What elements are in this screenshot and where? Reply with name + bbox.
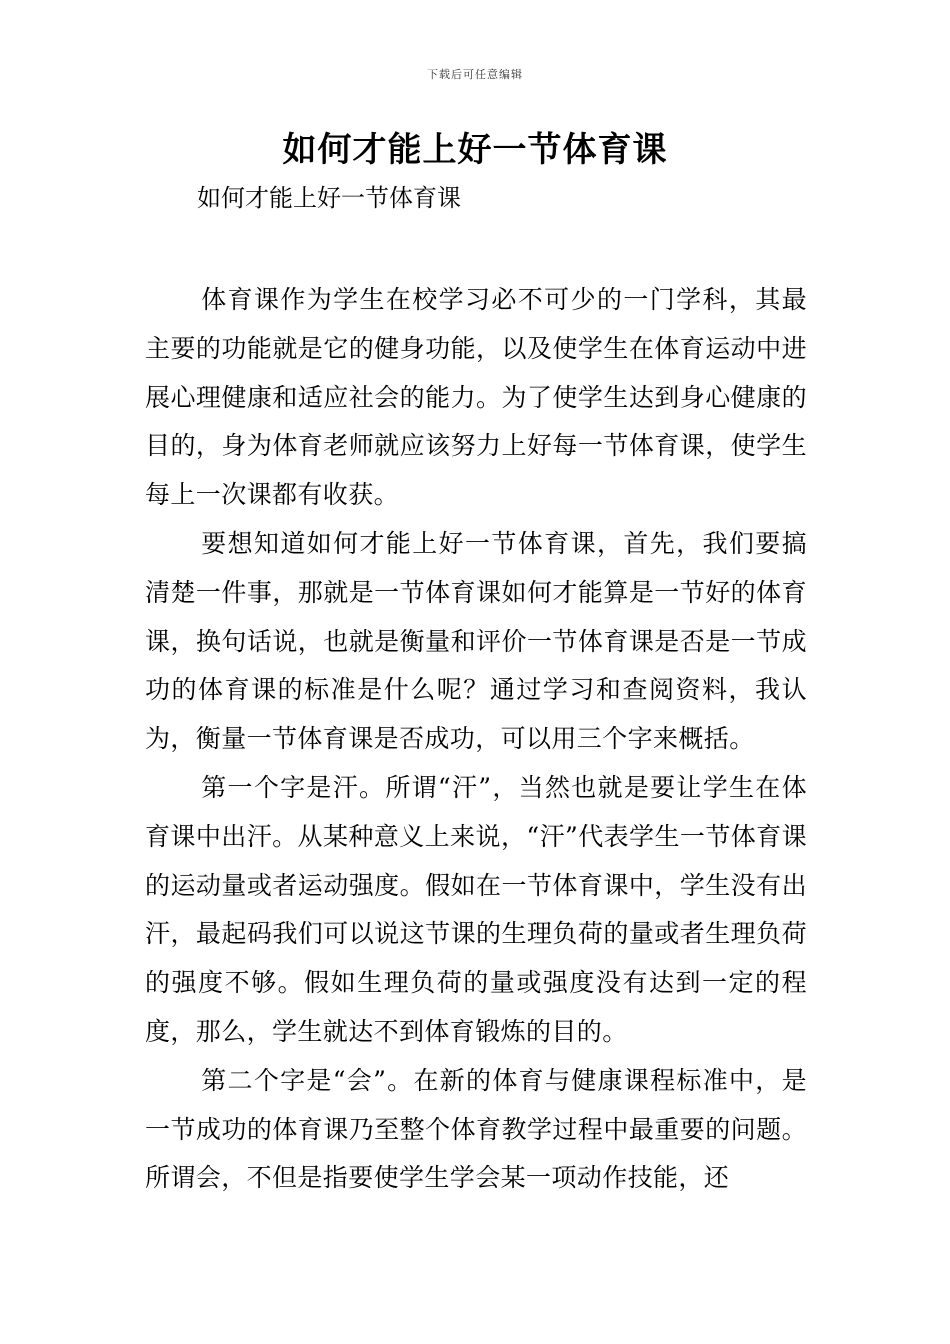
paragraph-1: 体育课作为学生在校学习必不可少的一门学科，其最主要的功能就是它的健身功能，以及使学生在体育运动中进展心理健康和适应社会的能力。为了使学生达到身心健康的目的，身为体育老师就应该努力上好每一节体育课，使学生每上一次课都有收获。 — [145, 285, 807, 510]
document-title: 如何才能上好一节体育课 — [282, 130, 668, 170]
document-body — [145, 276, 807, 1203]
paragraph-2: 要想知道如何才能上好一节体育课，首先，我们要搞清楚一件事，那就是一节体育课如何才能算是一节好的体育课，换句话说，也就是衡量和评价一节体育课是否是一节成功的体育课的标准是什么呢？通过学习和查阅资料，我认为，衡量一节体育课是否成功，可以用三个字来概括。 — [145, 528, 807, 754]
paragraph-3: 第一个字是汗。所谓“汗”，当然也就是要让学生在体育课中出汗。从某种意义上来说，“汗”代表学生一节体育课的运动量或者运动强度。假如在一节体育课中，学生没有出汗，最起码我们可以说这节课的生理负荷的量或者生理负荷的强度不够。假如生理负荷的量或强度没有达到一定的程度，那么，学生就达不到体育锻炼的目的。 — [145, 772, 807, 1046]
paragraph-4: 第二个字是“会”。在新的体育与健康课程标准中，是一节成功的体育课乃至整个体育教学过程中最重要的问题。所谓会，不但是指要使学生学会某一项动作技能，还 — [145, 1065, 807, 1193]
header-note: 下载后可任意编辑 — [427, 68, 523, 81]
document-subtitle: 如何才能上好一节体育课 — [197, 184, 461, 212]
